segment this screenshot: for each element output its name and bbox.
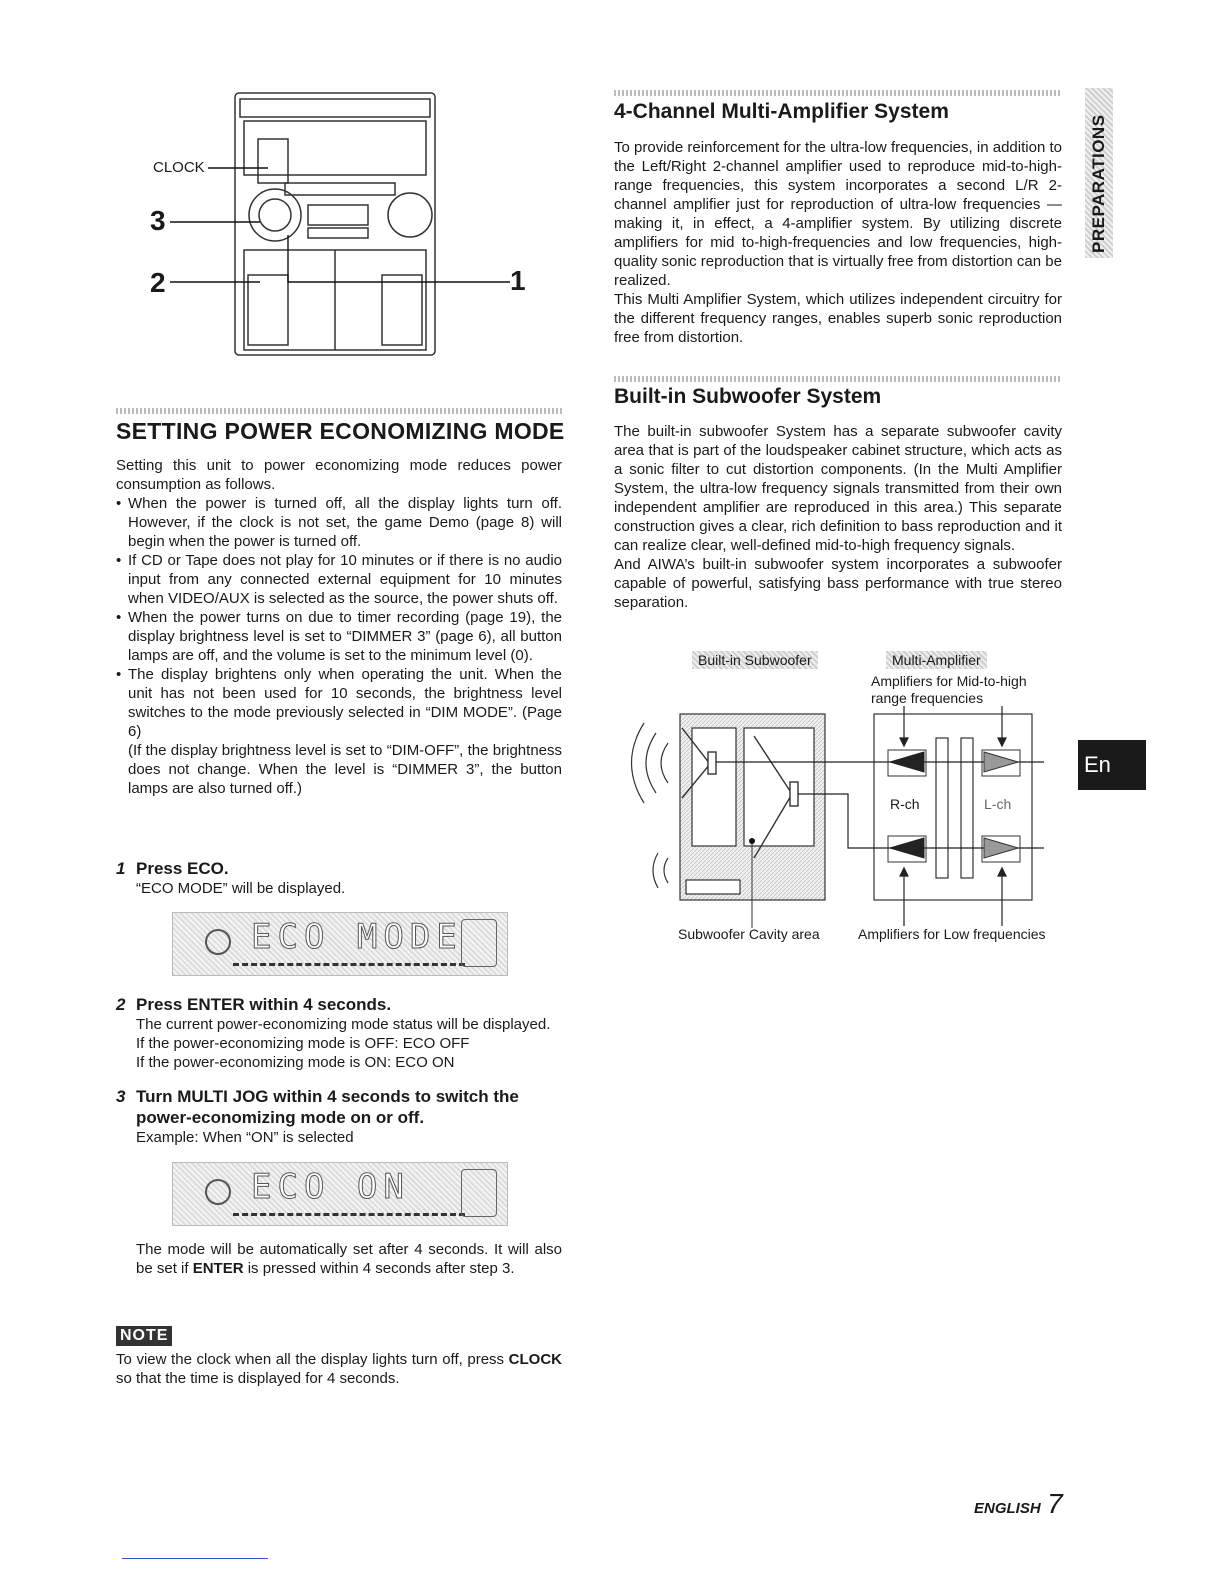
disc-icon (205, 929, 231, 955)
side-tab-preparations (1085, 88, 1113, 258)
bullet-item: • If CD or Tape does not play for 10 minutes or if there is no audio input from any connected external equipment for 10 minutes when VIDEO/AUX is selected as the source, the power shuts off. (116, 551, 562, 608)
enter-bold: ENTER (192, 1260, 244, 1277)
left-body (116, 456, 562, 798)
bottom-rule (122, 1558, 268, 1559)
step-line: If the power-economizing mode is ON: ECO ON (136, 1054, 455, 1071)
bullet-item: • When the power turns on due to timer recording (page 19), the display brightness level is set to “DIMMER 3” (page 6), all button lamps are off, and the volume is set to the minimum level (0). (116, 608, 562, 665)
subwoofer-amplifier-diagram (614, 648, 1064, 948)
step-title: Press ENTER within 4 seconds. (136, 995, 392, 1014)
auto-set-text: is pressed within 4 seconds after step 3. (243, 1260, 515, 1277)
lcd-display-eco-on (172, 1162, 508, 1226)
step-title: Press ECO. (136, 859, 229, 878)
section-title-power-economizing: SETTING POWER ECONOMIZING MODE (116, 418, 565, 444)
step-line: Example: When “ON” is selected (136, 1129, 354, 1146)
tag-multi-amplifier: Multi-Amplifier (886, 651, 987, 669)
disc-icon (205, 1179, 231, 1205)
label-amp-low: Amplifiers for Low frequencies (858, 926, 1046, 942)
section-title-subwoofer: Built-in Subwoofer System (614, 385, 882, 408)
label-line: range frequencies (871, 690, 984, 706)
bullet-item: • When the power is turned off, all the display lights turn off. However, if the clock is not set, the game Demo (page 8) will begin when the power is turned off. (116, 494, 562, 551)
step-title: Turn MULTI JOG within 4 seconds to switch the power-economizing mode on or off. (136, 1087, 519, 1127)
stereo-unit-figure (140, 85, 540, 375)
note-label: NOTE (116, 1326, 172, 1346)
step-number: 2 (116, 995, 126, 1014)
label-1: 1 (510, 265, 526, 296)
paragraph: The built-in subwoofer System has a separate subwoofer cavity area that is part of the loudspeaker cabinet structure, which acts as a sonic filter to cut distortion components. (In the Multi Amplifier System, the ultra-low frequency signals transmitted from their own independent amplifier are reproduced in this area.) This separate construction gives a clear, rich definition to bass reproduction and it can realize clear, well-defined mid-to-high frequency signals. (614, 423, 1062, 554)
label-3: 3 (150, 205, 166, 236)
note-text: so that the time is displayed for 4 seconds. (116, 1370, 400, 1387)
step-1 (116, 858, 562, 898)
auto-set-text: The mode will be automatically set after 4 seconds. It will also be set if (136, 1241, 562, 1277)
tag-built-in-subwoofer: Built-in Subwoofer (692, 651, 818, 669)
side-tab-text: PREPARATIONS (1089, 114, 1108, 253)
label-line: Amplifiers for Mid-to-high (871, 673, 1027, 689)
clock-bold: CLOCK (508, 1351, 562, 1368)
lcd-dash-line (233, 963, 465, 966)
step-3 (116, 1086, 562, 1147)
language-tab: En (1078, 740, 1146, 790)
page-number: 7 (1047, 1488, 1063, 1519)
step-number: 1 (116, 859, 126, 878)
note-paragraph (116, 1350, 562, 1388)
label-2: 2 (150, 267, 166, 298)
lcd-side-window (461, 919, 497, 967)
subwoofer-body (614, 422, 1062, 612)
lcd-text: ECO ON (251, 1167, 410, 1207)
label-l-ch: L-ch (984, 796, 1012, 812)
intro-paragraph: Setting this unit to power economizing mode reduces power consumption as follows. (116, 457, 562, 493)
paren-note: (If the display brightness level is set to “DIM-OFF”, the brightness does not change. When the level is “DIMMER 3”, the button lamps are also turned off.) (128, 742, 562, 797)
paragraph: To provide reinforcement for the ultra-low frequencies, in addition to the Left/Right 2-channel amplifier used to reproduce mid-to-high-range frequencies, this system incorporates a second L/R 2-channel amplifier just for reproduction of ultra-low frequencies — making it, in effect, a 4-amplifier system. By utilizing discrete amplifiers for mid to-high-frequencies and low frequencies, high-quality sonic reproduction that is virtually free from distortion can be realized. (614, 139, 1062, 289)
label-r-ch: R-ch (890, 796, 920, 812)
footer-label: ENGLISH (974, 1500, 1041, 1517)
lcd-side-window (461, 1169, 497, 1217)
paragraph: And AIWA’s built-in subwoofer system incorporates a subwoofer capable of powerful, satisfying bass performance with true stereo separation. (614, 556, 1062, 611)
step-2 (116, 994, 562, 1072)
step-number: 3 (116, 1087, 126, 1106)
step-line: If the power-economizing mode is OFF: ECO OFF (136, 1035, 470, 1052)
bullet-item: • The display brightens only when operating the unit. When the unit has not been used for 10 seconds, the brightness level switches to the mode previously selected in “DIM MODE”. (Page 6) (116, 665, 562, 741)
section-rule (614, 90, 1062, 96)
lcd-display-eco-mode (172, 912, 508, 976)
label-subwoofer-cavity: Subwoofer Cavity area (678, 926, 820, 942)
auto-set-paragraph (136, 1240, 562, 1278)
lcd-text: ECO MODE (251, 917, 463, 957)
section-title-multi-amplifier: 4-Channel Multi-Amplifier System (614, 100, 949, 123)
section-rule (116, 408, 562, 414)
step-line: The current power-economizing mode status will be displayed. (136, 1016, 551, 1033)
section-rule (614, 376, 1062, 382)
lcd-dash-line (233, 1213, 465, 1216)
step-line: “ECO MODE” will be displayed. (136, 880, 346, 897)
multi-amp-body (614, 138, 1062, 347)
note-text: To view the clock when all the display lights turn off, press (116, 1351, 509, 1368)
page-footer (974, 1488, 1063, 1520)
paragraph: This Multi Amplifier System, which utilizes independent circuitry for the different frequency ranges, enables superb sonic reproduction free from distortion. (614, 291, 1062, 346)
label-clock: CLOCK (153, 159, 205, 176)
stereo-unit-drawing (140, 85, 540, 375)
